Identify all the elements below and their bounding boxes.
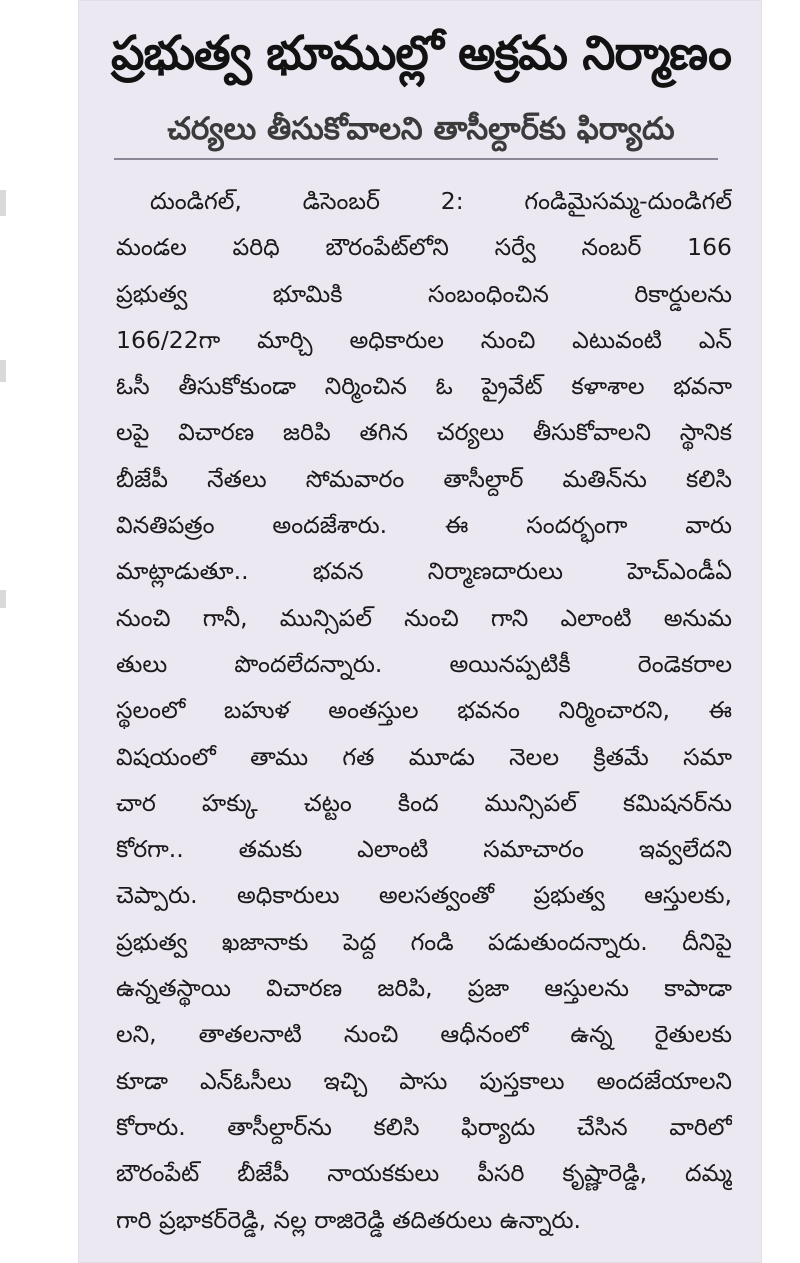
body-line: కూడా ఎన్ఓసీలు ఇచ్చి పాసు పుస్తకాలు అందజేయాలని	[116, 1066, 732, 1095]
body-line: స్థలంలో బహుళ అంతస్తుల భవనం నిర్మించారని, ఈ	[116, 696, 732, 725]
body-line: ప్రభుత్వ భూమికి సంబంధించిన రికార్డులను	[116, 279, 732, 308]
body-line: 166/22గా మార్చి అధికారుల నుంచి ఎటువంటి ఎన్	[116, 325, 732, 354]
article-body	[116, 178, 732, 1243]
body-line: లని, తాతలనాటి నుంచి ఆధీనంలో ఉన్న రైతులకు	[116, 1020, 732, 1049]
bleed-mark	[0, 590, 6, 608]
body-line: మండల పరిధి బౌరంపేట్‌లోని సర్వే నంబర్ 166	[116, 233, 732, 262]
body-line: తులు పొందలేదన్నారు. అయినప్పటికీ రెండెకరాల	[116, 649, 732, 678]
body-line: ఉన్నతస్థాయి విచారణ జరిపి, ప్రజా ఆస్తులను కాపాడా	[116, 974, 732, 1003]
left-page-margin	[0, 0, 78, 1263]
body-line: బౌరంపేట్ బీజేపీ నాయకకులు పీసరి కృష్ణారెడ్డి, దమ్మ	[116, 1159, 732, 1188]
article-subheadline: చర్యలు తీసుకోవాలని తాసీల్దార్‌కు ఫిర్యాదు	[167, 111, 675, 147]
body-line: గారి ప్రభాకర్‌రెడ్డి, నల్ల రాజిరెడ్డి తదితరులు ఉన్నారు.	[116, 1205, 581, 1234]
body-line: బీజేపీ నేతలు సోమవారం తాసీల్దార్ మతిన్‌ను కలిసి	[116, 464, 732, 493]
body-line: ప్రభుత్వ ఖజానాకు పెద్ద గండి పడుతుందన్నారు. దీనిపై	[116, 927, 732, 956]
body-line: చెప్పారు. అధికారులు అలసత్వంతో ప్రభుత్వ ఆస్తులకు,	[116, 881, 732, 910]
right-page-margin	[762, 0, 800, 1263]
bleed-mark	[0, 360, 6, 382]
body-line: దుండిగల్, డిసెంబర్ 2: గండిమైసమ్మ-దుండిగల్	[150, 187, 732, 215]
body-line: మాట్లాడుతూ.. భవన నిర్మాణదారులు హెచ్ఎండీఏ	[116, 557, 732, 586]
body-line: లపై విచారణ జరిపి తగిన చర్యలు తీసుకోవాలని స్థానిక	[116, 418, 732, 447]
body-line: వినతిపత్రం అందజేశారు. ఈ సందర్భంగా వారు	[116, 511, 732, 540]
headline-divider	[114, 158, 718, 160]
newspaper-clipping	[78, 0, 762, 1263]
body-line: నుంచి గానీ, మున్సిపల్ నుంచి గాని ఎలాంటి అనుమ	[116, 603, 732, 632]
body-line: విషయంలో తాము గత మూడు నెలల క్రితమే సమా	[116, 742, 732, 771]
article-headline: ప్రభుత్వ భూముల్లో అక్రమ నిర్మాణం	[111, 26, 731, 81]
body-line: ఓసీ తీసుకోకుండా నిర్మించిన ఓ ప్రైవేట్ కళాశాల భవనా	[116, 372, 732, 401]
bleed-mark	[0, 190, 6, 216]
body-line: చార హక్కు చట్టం కింద మున్సిపల్ కమిషనర్‌ను	[116, 788, 732, 817]
body-line: కోరగా.. తమకు ఎలాంటి సమాచారం ఇవ్వలేదని	[116, 835, 732, 864]
body-line: కోరారు. తాసీల్దార్‌ను కలిసి ఫిర్యాదు చేసిన వారిలో	[116, 1112, 732, 1141]
